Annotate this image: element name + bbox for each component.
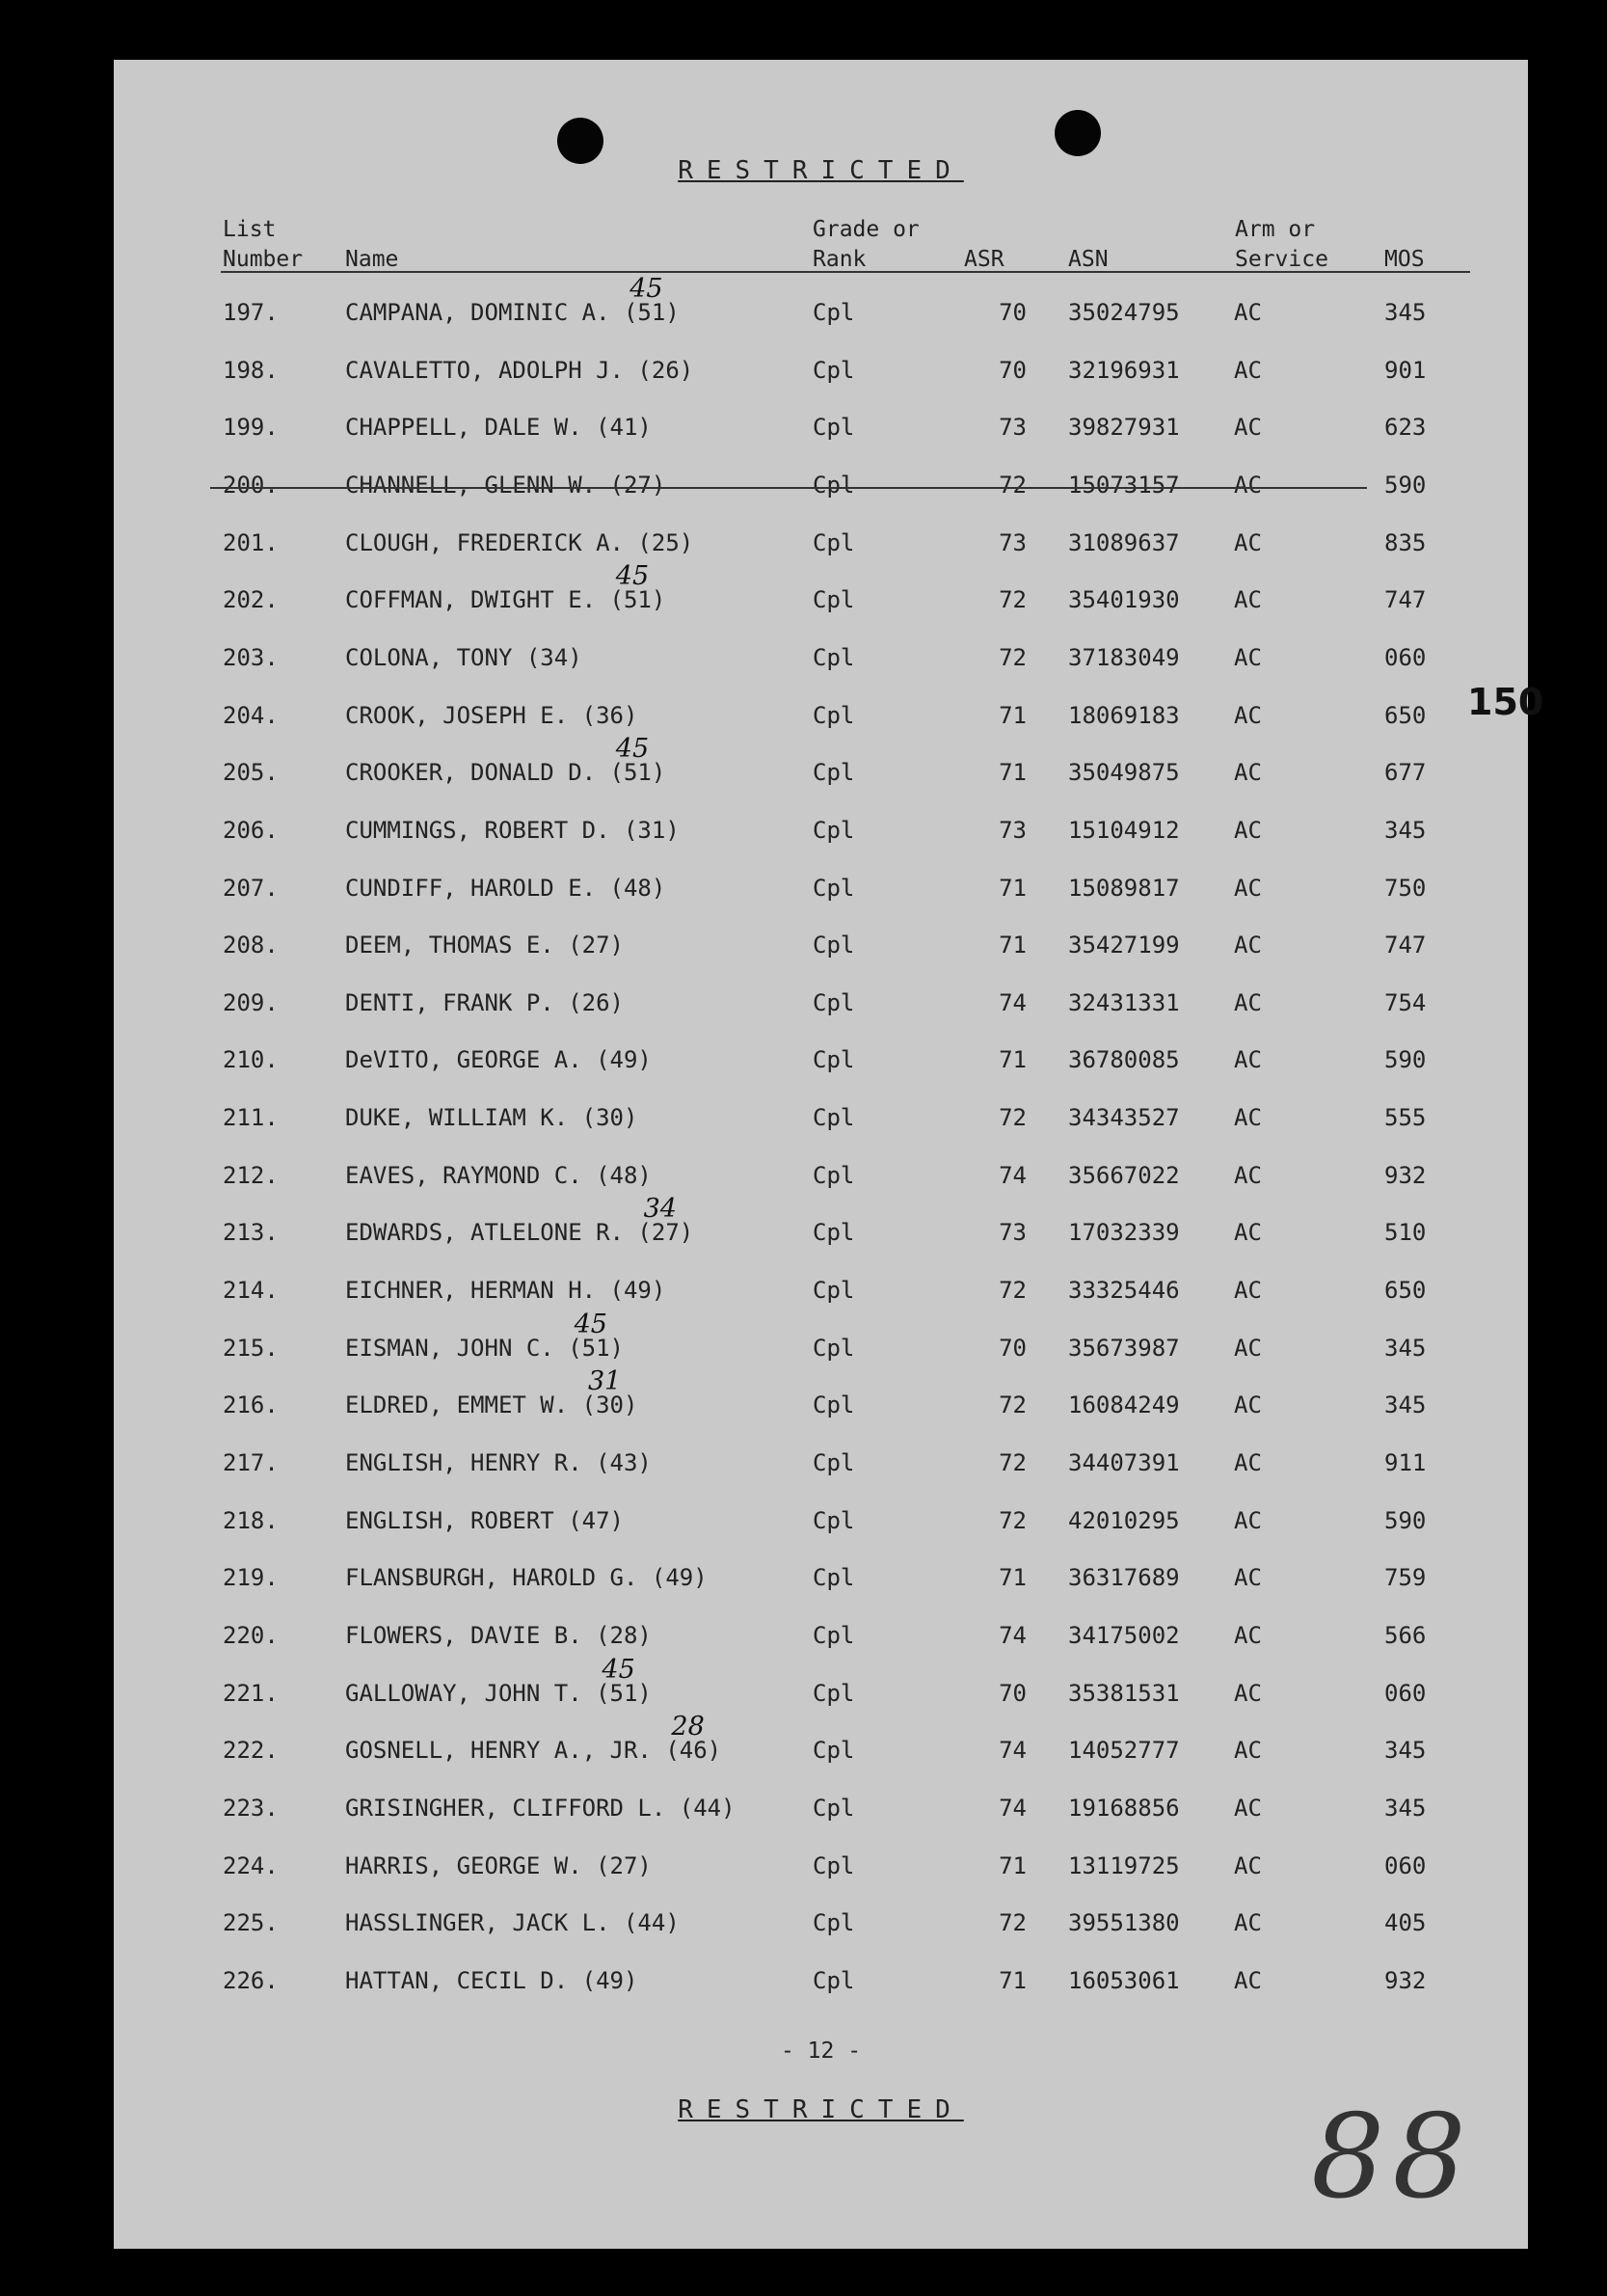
mos-code: 901 <box>1384 356 1427 384</box>
grade: Cpl <box>813 701 855 729</box>
table-row <box>114 1564 1528 1603</box>
list-number: 215. <box>223 1334 279 1362</box>
list-number: 216. <box>223 1391 279 1419</box>
arm-service: AC <box>1234 701 1262 729</box>
table-row <box>114 1967 1528 2006</box>
list-number: 198. <box>223 356 279 384</box>
asn-number: 33325446 <box>1068 1277 1180 1305</box>
arm-service: AC <box>1234 874 1262 902</box>
mos-code: 835 <box>1384 528 1427 556</box>
handwritten-correction: 45 <box>615 561 650 592</box>
grade: Cpl <box>813 1449 855 1476</box>
asr-score: 71 <box>999 874 1027 902</box>
mos-code: 750 <box>1384 874 1427 902</box>
col-header-asr: ASR <box>964 247 1004 272</box>
person-name: CAMPANA, DOMINIC A. (51) <box>345 299 680 326</box>
asn-number: 34407391 <box>1068 1449 1180 1476</box>
asn-number: 35667022 <box>1068 1161 1180 1189</box>
asn-number: 14052777 <box>1068 1737 1180 1765</box>
list-number: 220. <box>223 1621 279 1649</box>
mos-code: 932 <box>1384 1966 1427 1994</box>
table-row <box>114 1909 1528 1948</box>
asr-score: 72 <box>999 586 1027 614</box>
col-header-arm: Arm or Service <box>1235 217 1328 272</box>
footer-restricted: RESTRICTED <box>678 2095 964 2124</box>
table-row <box>114 1507 1528 1546</box>
mos-code: 677 <box>1384 759 1427 787</box>
person-name: CAVALETTO, ADOLPH J. (26) <box>345 356 694 384</box>
handwritten-correction: 28 <box>671 1712 705 1742</box>
asr-score: 70 <box>999 299 1027 326</box>
asn-number: 35427199 <box>1068 932 1180 959</box>
grade: Cpl <box>813 1737 855 1765</box>
mos-code: 747 <box>1384 932 1427 959</box>
asr-score: 72 <box>999 1909 1027 1937</box>
arm-service: AC <box>1234 356 1262 384</box>
person-name: CHANNELL, GLENN W. (27) <box>345 471 666 499</box>
list-number: 199. <box>223 414 279 442</box>
arm-service: AC <box>1234 1334 1262 1362</box>
table-row <box>114 274 1528 338</box>
arm-service: AC <box>1234 1046 1262 1074</box>
asn-number: 34343527 <box>1068 1104 1180 1132</box>
person-name: DEEM, THOMAS E. (27) <box>345 932 624 959</box>
asn-number: 18069183 <box>1068 701 1180 729</box>
asr-score: 72 <box>999 1449 1027 1476</box>
list-number: 210. <box>223 1046 279 1074</box>
table-row <box>114 1852 1528 1891</box>
person-name: HARRIS, GEORGE W. (27) <box>345 1851 652 1879</box>
header-rule <box>221 271 1470 273</box>
col-header-name: Name <box>345 247 399 272</box>
handwritten-note: 88 <box>1311 2091 1474 2225</box>
mos-code: 911 <box>1384 1449 1427 1476</box>
asr-score: 71 <box>999 1851 1027 1879</box>
person-name: CLOUGH, FREDERICK A. (25) <box>345 528 694 556</box>
table-row <box>114 357 1528 395</box>
asr-score: 70 <box>999 1679 1027 1707</box>
asr-score: 71 <box>999 1564 1027 1592</box>
asn-number: 36317689 <box>1068 1564 1180 1592</box>
person-name: DENTI, FRANK P. (26) <box>345 988 624 1016</box>
document-page <box>114 60 1528 2249</box>
list-number: 223. <box>223 1794 279 1822</box>
list-number: 197. <box>223 299 279 326</box>
asr-score: 70 <box>999 1334 1027 1362</box>
person-name: ENGLISH, HENRY R. (43) <box>345 1449 652 1476</box>
asr-score: 74 <box>999 988 1027 1016</box>
table-row <box>114 1194 1528 1257</box>
asn-number: 16084249 <box>1068 1391 1180 1419</box>
asr-score: 74 <box>999 1161 1027 1189</box>
arm-service: AC <box>1234 1219 1262 1247</box>
person-name: GALLOWAY, JOHN T. (51) <box>345 1679 652 1707</box>
asn-number: 17032339 <box>1068 1219 1180 1247</box>
mos-code: 754 <box>1384 988 1427 1016</box>
asn-number: 35401930 <box>1068 586 1180 614</box>
list-number: 213. <box>223 1219 279 1247</box>
table-row <box>114 561 1528 625</box>
list-number: 202. <box>223 586 279 614</box>
grade: Cpl <box>813 874 855 902</box>
list-number: 217. <box>223 1449 279 1476</box>
arm-service: AC <box>1234 643 1262 671</box>
asr-score: 71 <box>999 1046 1027 1074</box>
strike-through-line <box>210 487 1367 489</box>
mos-code: 345 <box>1384 1334 1427 1362</box>
person-name: HATTAN, CECIL D. (49) <box>345 1966 638 1994</box>
asn-number: 42010295 <box>1068 1506 1180 1534</box>
person-name: GOSNELL, HENRY A., JR. (46) <box>345 1737 722 1765</box>
list-number: 222. <box>223 1737 279 1765</box>
list-number: 207. <box>223 874 279 902</box>
list-number: 201. <box>223 528 279 556</box>
mos-code: 650 <box>1384 1277 1427 1305</box>
arm-service: AC <box>1234 299 1262 326</box>
table-row <box>114 1622 1528 1661</box>
table-row <box>114 472 1528 510</box>
asn-number: 19168856 <box>1068 1794 1180 1822</box>
person-name: CROOKER, DONALD D. (51) <box>345 759 666 787</box>
arm-service: AC <box>1234 1794 1262 1822</box>
asr-score: 71 <box>999 701 1027 729</box>
asn-number: 35049875 <box>1068 759 1180 787</box>
arm-service: AC <box>1234 414 1262 442</box>
arm-service: AC <box>1234 988 1262 1016</box>
col-header-mos: MOS <box>1384 247 1425 272</box>
asn-number: 34175002 <box>1068 1621 1180 1649</box>
grade: Cpl <box>813 1506 855 1534</box>
grade: Cpl <box>813 759 855 787</box>
grade: Cpl <box>813 471 855 499</box>
handwritten-correction: 45 <box>574 1309 607 1339</box>
page-number: - 12 - <box>780 2039 862 2064</box>
arm-service: AC <box>1234 1104 1262 1132</box>
mos-code: 060 <box>1384 1851 1427 1879</box>
grade: Cpl <box>813 414 855 442</box>
list-number: 218. <box>223 1506 279 1534</box>
punch-hole <box>1055 110 1101 156</box>
margin-stamp: 150 <box>1467 681 1544 723</box>
asn-number: 16053061 <box>1068 1966 1180 1994</box>
mos-code: 590 <box>1384 471 1427 499</box>
person-name: EAVES, RAYMOND C. (48) <box>345 1161 652 1189</box>
arm-service: AC <box>1234 759 1262 787</box>
person-name: COFFMAN, DWIGHT E. (51) <box>345 586 666 614</box>
person-name: ENGLISH, ROBERT (47) <box>345 1506 624 1534</box>
mos-code: 623 <box>1384 414 1427 442</box>
mos-code: 932 <box>1384 1161 1427 1189</box>
mos-code: 747 <box>1384 586 1427 614</box>
asr-score: 74 <box>999 1621 1027 1649</box>
grade: Cpl <box>813 1046 855 1074</box>
table-row <box>114 1046 1528 1085</box>
list-number: 200. <box>223 471 279 499</box>
grade: Cpl <box>813 1909 855 1937</box>
arm-service: AC <box>1234 1277 1262 1305</box>
grade: Cpl <box>813 1391 855 1419</box>
table-row <box>114 414 1528 452</box>
list-number: 209. <box>223 988 279 1016</box>
mos-code: 060 <box>1384 643 1427 671</box>
grade: Cpl <box>813 643 855 671</box>
asr-score: 71 <box>999 932 1027 959</box>
asr-score: 74 <box>999 1737 1027 1765</box>
person-name: COLONA, TONY (34) <box>345 643 582 671</box>
asn-number: 37183049 <box>1068 643 1180 671</box>
arm-service: AC <box>1234 1161 1262 1189</box>
table-row <box>114 1162 1528 1201</box>
grade: Cpl <box>813 1794 855 1822</box>
table-row <box>114 932 1528 970</box>
asn-number: 32431331 <box>1068 988 1180 1016</box>
arm-service: AC <box>1234 1851 1262 1879</box>
asr-score: 71 <box>999 1966 1027 1994</box>
list-number: 224. <box>223 1851 279 1879</box>
list-number: 212. <box>223 1161 279 1189</box>
list-number: 208. <box>223 932 279 959</box>
table-row <box>114 1366 1528 1430</box>
arm-service: AC <box>1234 932 1262 959</box>
asr-score: 72 <box>999 471 1027 499</box>
arm-service: AC <box>1234 1966 1262 1994</box>
person-name: EISMAN, JOHN C. (51) <box>345 1334 624 1362</box>
mos-code: 345 <box>1384 1737 1427 1765</box>
asn-number: 35024795 <box>1068 299 1180 326</box>
mos-code: 345 <box>1384 816 1427 844</box>
person-name: CHAPPELL, DALE W. (41) <box>345 414 652 442</box>
person-name: GRISINGHER, CLIFFORD L. (44) <box>345 1794 736 1822</box>
table-row <box>114 817 1528 855</box>
handwritten-correction: 45 <box>629 274 663 304</box>
asn-number: 35381531 <box>1068 1679 1180 1707</box>
mos-code: 650 <box>1384 701 1427 729</box>
table-row <box>114 1309 1528 1373</box>
asn-number: 15073157 <box>1068 471 1180 499</box>
mos-code: 590 <box>1384 1046 1427 1074</box>
list-number: 221. <box>223 1679 279 1707</box>
grade: Cpl <box>813 816 855 844</box>
mos-code: 566 <box>1384 1621 1427 1649</box>
mos-code: 759 <box>1384 1564 1427 1592</box>
grade: Cpl <box>813 1277 855 1305</box>
mos-code: 345 <box>1384 1391 1427 1419</box>
person-name: DUKE, WILLIAM K. (30) <box>345 1104 638 1132</box>
table-row <box>114 702 1528 741</box>
asn-number: 35673987 <box>1068 1334 1180 1362</box>
arm-service: AC <box>1234 1564 1262 1592</box>
table-row <box>114 1712 1528 1775</box>
handwritten-correction: 34 <box>643 1194 677 1225</box>
asn-number: 36780085 <box>1068 1046 1180 1074</box>
person-name: FLANSBURGH, HAROLD G. (49) <box>345 1564 708 1592</box>
person-name: FLOWERS, DAVIE B. (28) <box>345 1621 652 1649</box>
asr-score: 72 <box>999 1277 1027 1305</box>
asr-score: 71 <box>999 759 1027 787</box>
grade: Cpl <box>813 1851 855 1879</box>
arm-service: AC <box>1234 1449 1262 1476</box>
person-name: CUMMINGS, ROBERT D. (31) <box>345 816 680 844</box>
grade: Cpl <box>813 988 855 1016</box>
list-number: 211. <box>223 1104 279 1132</box>
table-row <box>114 644 1528 683</box>
person-name: EICHNER, HERMAN H. (49) <box>345 1277 666 1305</box>
table-row <box>114 1277 1528 1315</box>
handwritten-correction: 45 <box>602 1654 635 1685</box>
grade: Cpl <box>813 586 855 614</box>
handwritten-correction: 45 <box>615 734 650 765</box>
asn-number: 15104912 <box>1068 816 1180 844</box>
list-number: 226. <box>223 1966 279 1994</box>
arm-service: AC <box>1234 471 1262 499</box>
asr-score: 72 <box>999 1104 1027 1132</box>
list-number: 219. <box>223 1564 279 1592</box>
table-row <box>114 1654 1528 1718</box>
list-number: 206. <box>223 816 279 844</box>
grade: Cpl <box>813 528 855 556</box>
table-row <box>114 1104 1528 1143</box>
grade: Cpl <box>813 1104 855 1132</box>
asn-number: 15089817 <box>1068 874 1180 902</box>
arm-service: AC <box>1234 528 1262 556</box>
person-name: ELDRED, EMMET W. (30) <box>345 1391 638 1419</box>
table-row <box>114 989 1528 1028</box>
arm-service: AC <box>1234 1909 1262 1937</box>
mos-code: 345 <box>1384 299 1427 326</box>
grade: Cpl <box>813 1161 855 1189</box>
arm-service: AC <box>1234 1391 1262 1419</box>
arm-service: AC <box>1234 1679 1262 1707</box>
list-number: 204. <box>223 701 279 729</box>
table-row <box>114 1449 1528 1488</box>
grade: Cpl <box>813 1334 855 1362</box>
person-name: EDWARDS, ATLELONE R. (27) <box>345 1219 694 1247</box>
col-header-asn: ASN <box>1068 247 1109 272</box>
mos-code: 345 <box>1384 1794 1427 1822</box>
asn-number: 32196931 <box>1068 356 1180 384</box>
asn-number: 31089637 <box>1068 528 1180 556</box>
asr-score: 73 <box>999 1219 1027 1247</box>
list-number: 205. <box>223 759 279 787</box>
grade: Cpl <box>813 1564 855 1592</box>
grade: Cpl <box>813 1679 855 1707</box>
grade: Cpl <box>813 1219 855 1247</box>
person-name: HASSLINGER, JACK L. (44) <box>345 1909 680 1937</box>
grade: Cpl <box>813 299 855 326</box>
list-number: 203. <box>223 643 279 671</box>
mos-code: 510 <box>1384 1219 1427 1247</box>
asr-score: 72 <box>999 1506 1027 1534</box>
person-name: CUNDIFF, HAROLD E. (48) <box>345 874 666 902</box>
asr-score: 73 <box>999 414 1027 442</box>
mos-code: 555 <box>1384 1104 1427 1132</box>
table-row <box>114 529 1528 568</box>
arm-service: AC <box>1234 816 1262 844</box>
arm-service: AC <box>1234 1621 1262 1649</box>
handwritten-correction: 31 <box>588 1366 622 1397</box>
table-row <box>114 875 1528 913</box>
asr-score: 73 <box>999 816 1027 844</box>
table-row <box>114 734 1528 797</box>
header-restricted: RESTRICTED <box>678 156 964 185</box>
arm-service: AC <box>1234 1737 1262 1765</box>
asr-score: 72 <box>999 643 1027 671</box>
person-name: DeVITO, GEORGE A. (49) <box>345 1046 652 1074</box>
person-name: CROOK, JOSEPH E. (36) <box>345 701 638 729</box>
grade: Cpl <box>813 356 855 384</box>
col-header-list-number: List Number <box>223 217 304 272</box>
asn-number: 39827931 <box>1068 414 1180 442</box>
arm-service: AC <box>1234 1506 1262 1534</box>
grade: Cpl <box>813 1621 855 1649</box>
list-number: 214. <box>223 1277 279 1305</box>
asr-score: 73 <box>999 528 1027 556</box>
list-number: 225. <box>223 1909 279 1937</box>
asn-number: 13119725 <box>1068 1851 1180 1879</box>
asr-score: 72 <box>999 1391 1027 1419</box>
grade: Cpl <box>813 1966 855 1994</box>
mos-code: 590 <box>1384 1506 1427 1534</box>
col-header-grade: Grade or Rank <box>813 217 920 272</box>
asn-number: 39551380 <box>1068 1909 1180 1937</box>
asr-score: 70 <box>999 356 1027 384</box>
arm-service: AC <box>1234 586 1262 614</box>
table-row <box>114 1795 1528 1833</box>
grade: Cpl <box>813 932 855 959</box>
mos-code: 060 <box>1384 1679 1427 1707</box>
mos-code: 405 <box>1384 1909 1427 1937</box>
asr-score: 74 <box>999 1794 1027 1822</box>
